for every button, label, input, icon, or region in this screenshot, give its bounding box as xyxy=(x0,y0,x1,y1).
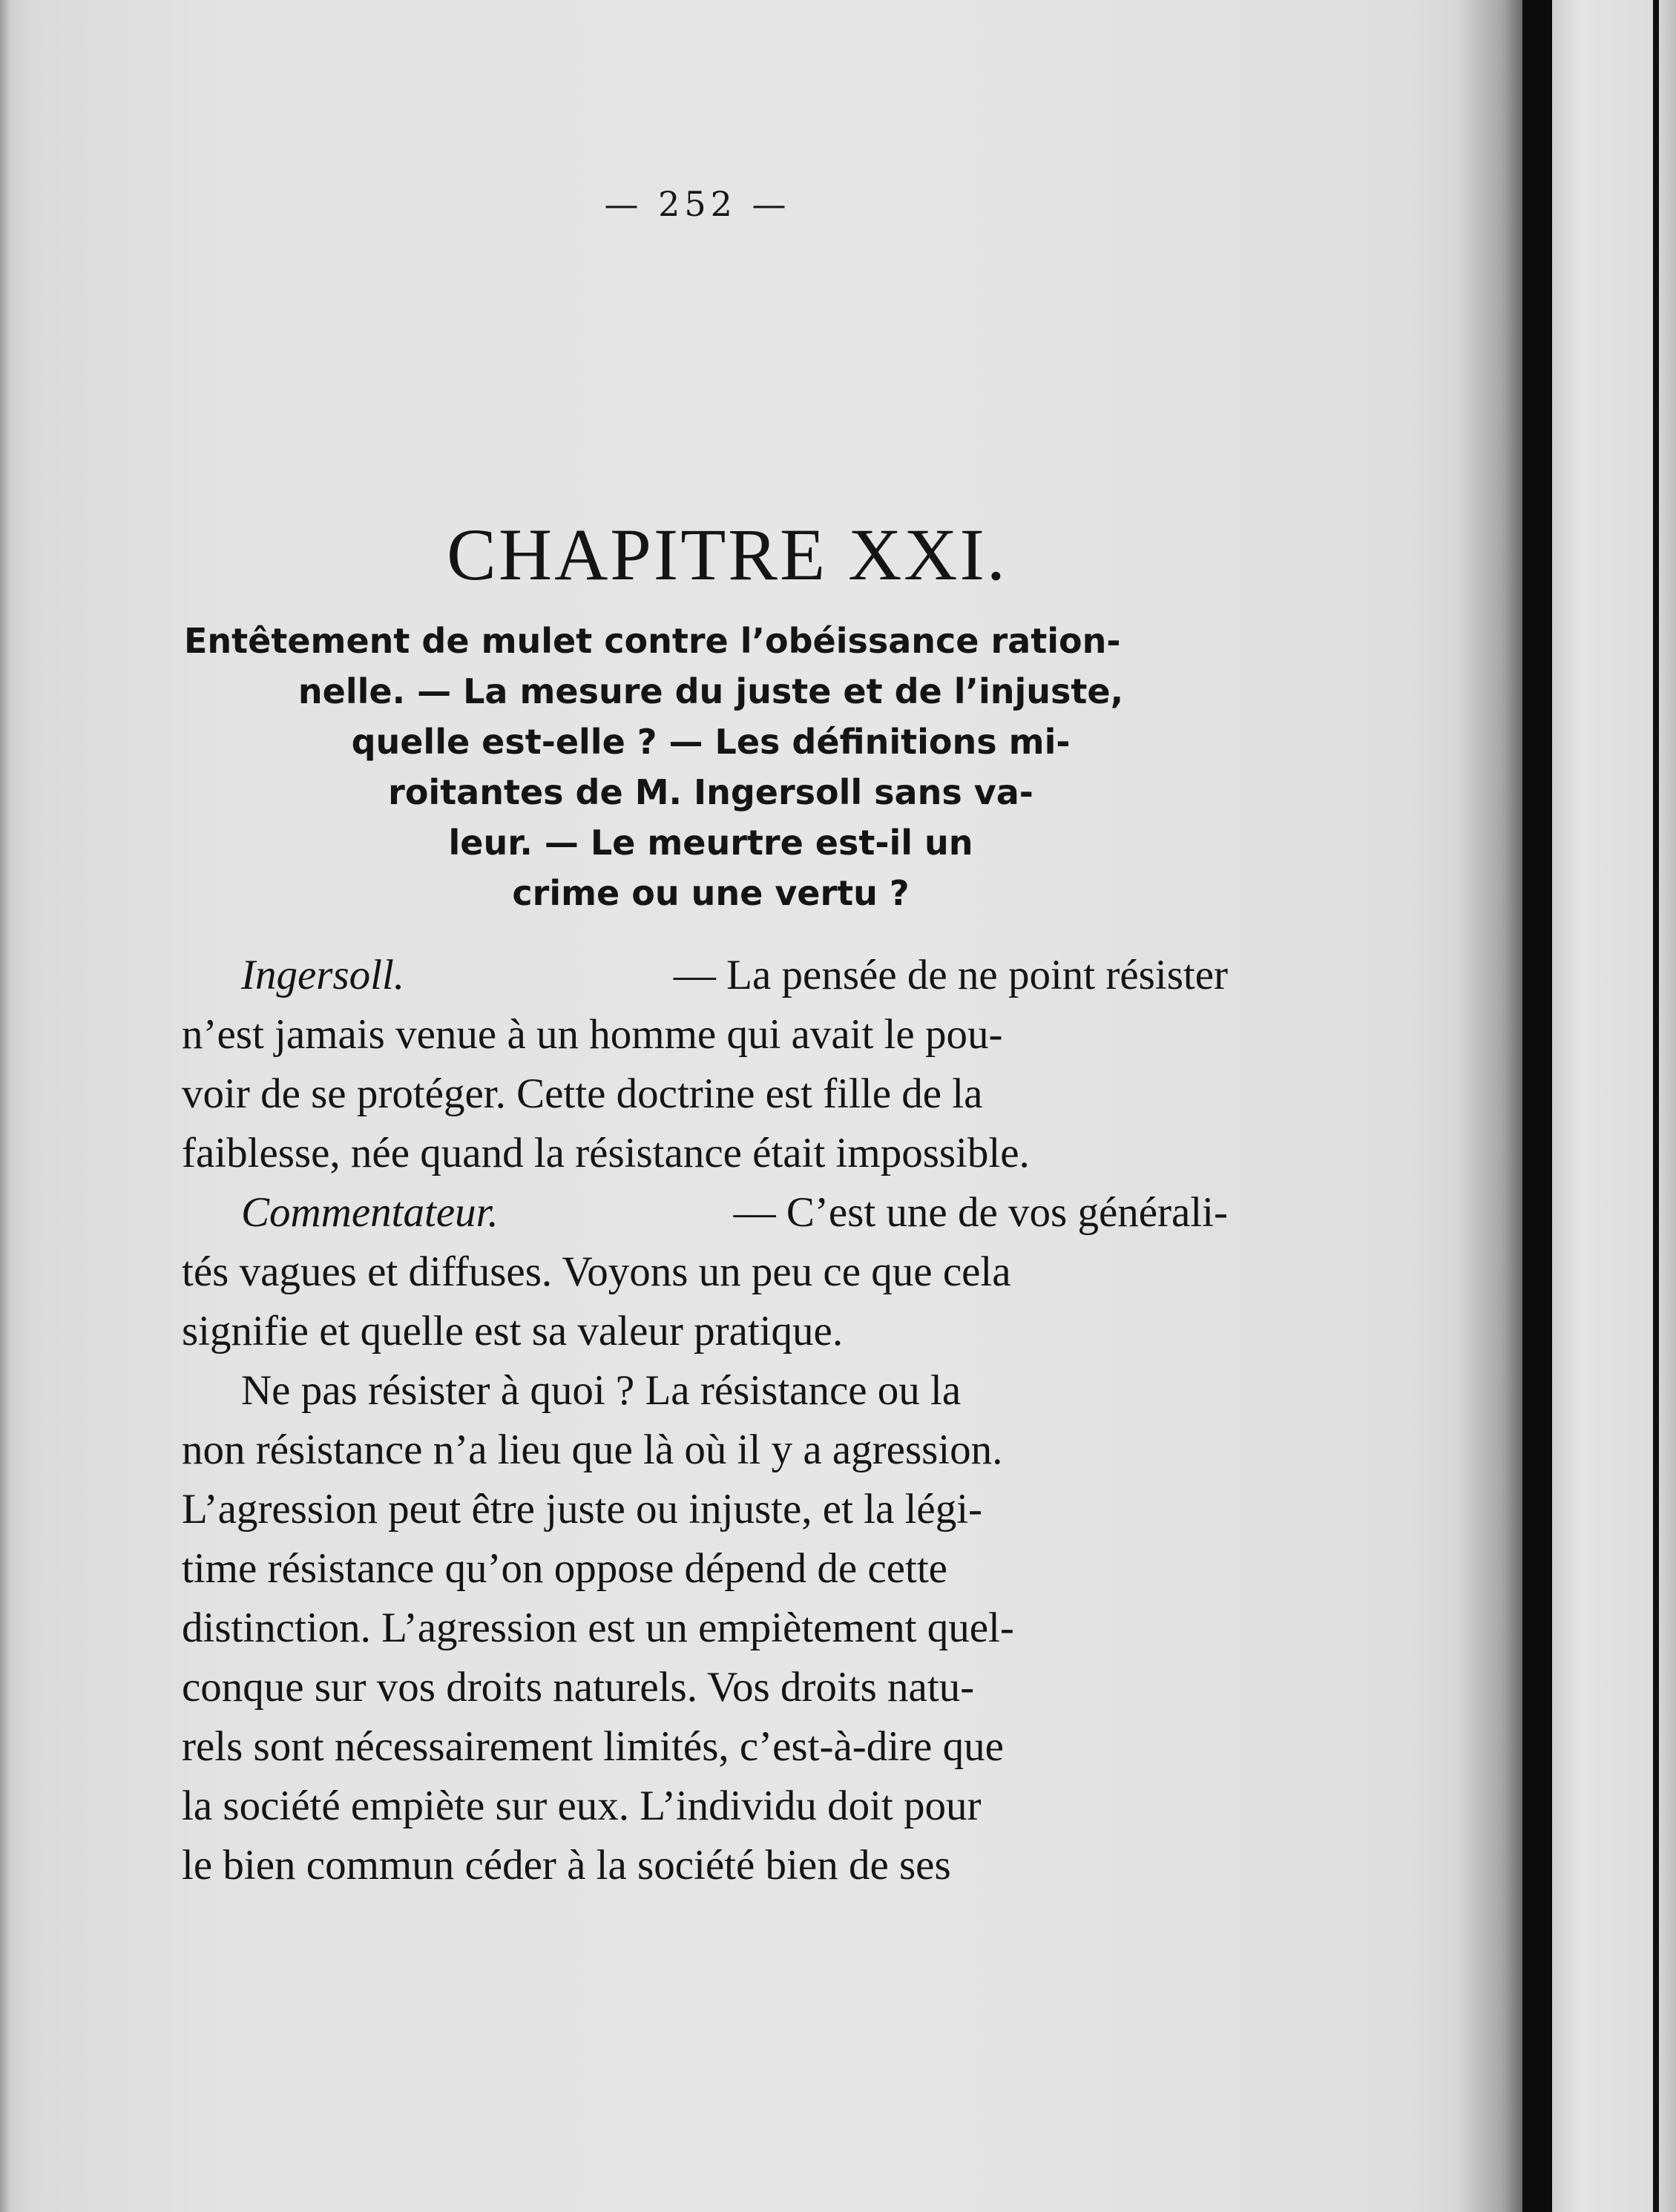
adjacent-page-edge xyxy=(1653,0,1659,2212)
text-line: conque sur vos droits naturels. Vos droits natu- xyxy=(182,1664,975,1711)
text-line: la société empiète sur eux. L’individu doit pour xyxy=(182,1783,982,1829)
text-line: tés vagues et diffuses. Voyons un peu ce que cela xyxy=(182,1248,1011,1295)
binding-gutter xyxy=(1522,0,1552,2212)
summary-line: crime ou une vertu ? xyxy=(512,873,910,913)
summary-line: leur. — Le meurtre est-il un xyxy=(448,823,973,863)
summary-line: roitantes de M. Ingersoll sans va- xyxy=(388,772,1033,812)
text-line: n’est jamais venue à un homme qui avait le pou- xyxy=(182,1011,1003,1058)
chapter-title: CHAPITRE XXI. xyxy=(447,513,1008,596)
paragraph-first-line xyxy=(182,946,1228,1005)
text-line: rels sont nécessairement limités, c’est-à-dire que xyxy=(182,1723,1004,1770)
text-line: signifie et quelle est sa valeur pratique. xyxy=(182,1308,844,1354)
text-line: non résistance n’a lieu que là où il y a agression. xyxy=(182,1426,1003,1473)
summary-line: Entêtement de mulet contre l’obéissance ration- xyxy=(184,621,1121,661)
body-text xyxy=(182,946,1228,1895)
summary-line: quelle est-elle ? — Les définitions mi- xyxy=(351,722,1071,762)
speaker-name: Commentateur. xyxy=(241,1189,499,1236)
paragraph-first-line: Ne pas résister à quoi ? La résistance ou la xyxy=(241,1367,962,1414)
binding-shadow xyxy=(1458,0,1528,2212)
text-line: distinction. L’agression est un empiètement quel- xyxy=(182,1604,1014,1651)
text-line: le bien commun céder à la société bien de ses xyxy=(182,1842,951,1889)
summary-line: nelle. — La mesure du juste et de l’injuste, xyxy=(298,671,1124,711)
text-line: L’agression peut être juste ou injuste, et la légi- xyxy=(182,1486,983,1533)
text-line: faiblesse, née quand la résistance était impossible. xyxy=(182,1130,1030,1176)
text-line: time résistance qu’on oppose dépend de cette xyxy=(182,1545,947,1592)
line-text: — C’est une de vos générali- xyxy=(733,1189,1228,1236)
paragraph-first-line xyxy=(182,1183,1228,1242)
page-number: — 252 — xyxy=(604,184,791,224)
page-left-edge xyxy=(0,0,10,2212)
text-line: voir de se protéger. Cette doctrine est fille de la xyxy=(182,1070,983,1117)
speaker-name: Ingersoll. xyxy=(241,952,405,998)
line-text: — La pensée de ne point résister xyxy=(673,952,1228,998)
chapter-summary xyxy=(184,616,1238,918)
